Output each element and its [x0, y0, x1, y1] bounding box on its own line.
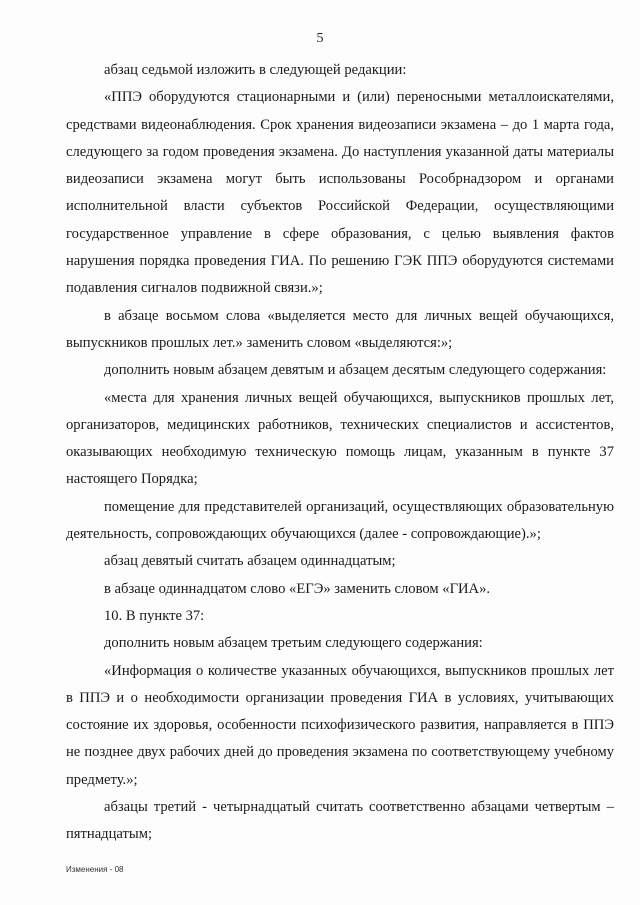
paragraph: «ППЭ оборудуются стационарными и (или) переносными металлоискателями, средствами видеонаблюдения. Срок хранения видеозаписи экзамена – до 1 марта года, следующего за годом проведения экзамена. До наступления указанной даты материалы видеозаписи экзамена могут быть использованы Рособрнадзором и органами исполнительной власти субъектов Российской Федерации, осуществляющими государственное управление в сфере образования, с целью выявления фактов нарушения порядка проведения ГИА. По решению ГЭК ППЭ оборудуются системами подавления сигналов подвижной связи.»; — [66, 89, 614, 297]
paragraph: «Информация о количестве указанных обучающихся, выпускников прошлых лет в ППЭ и о необходимости организации проведения ГИА в условиях, учитывающих состояние их здоровья, особенности психофизического развития, направляется в ППЭ не позднее двух рабочих дней до проведения экзамена по соответствующему учебному предмету.»; — [66, 662, 614, 788]
paragraph: дополнить новым абзацем девятым и абзацем десятым следующего содержания: — [104, 362, 607, 379]
footer-label: Изменения - 08 — [66, 865, 124, 874]
paragraph: в абзаце одиннадцатом слово «ЕГЭ» заменить словом «ГИА». — [104, 580, 491, 597]
paragraph: дополнить новым абзацем третьим следующего содержания: — [104, 635, 483, 652]
paragraph: «места для хранения личных вещей обучающихся, выпускников прошлых лет, организаторов, медицинских работников, технических специалистов и ассистентов, оказывающих необходимую техническую помощь лицам, указанным в пункте 37 настоящего Порядка; — [66, 389, 614, 488]
paragraph: абзац седьмой изложить в следующей редакции: — [104, 62, 407, 78]
page-number: 5 — [316, 31, 324, 46]
paragraph: абзац девятый считать абзацем одиннадцатым; — [104, 553, 396, 570]
paragraph: 10. В пункте 37: — [104, 607, 205, 624]
document-body — [66, 57, 614, 849]
paragraph: помещение для представителей организаций, осуществляющих образовательную деятельность, сопровождающих обучающихся (далее - сопровождающие).»; — [66, 498, 614, 543]
paragraph: в абзаце восьмом слова «выделяется место для личных вещей обучающихся, выпускников прошлых лет.» заменить словом «выделяются:»; — [66, 307, 614, 351]
paragraph: абзацы третий - четырнадцатый считать соответственно абзацами четвертым – пятнадцатым; — [66, 799, 614, 843]
